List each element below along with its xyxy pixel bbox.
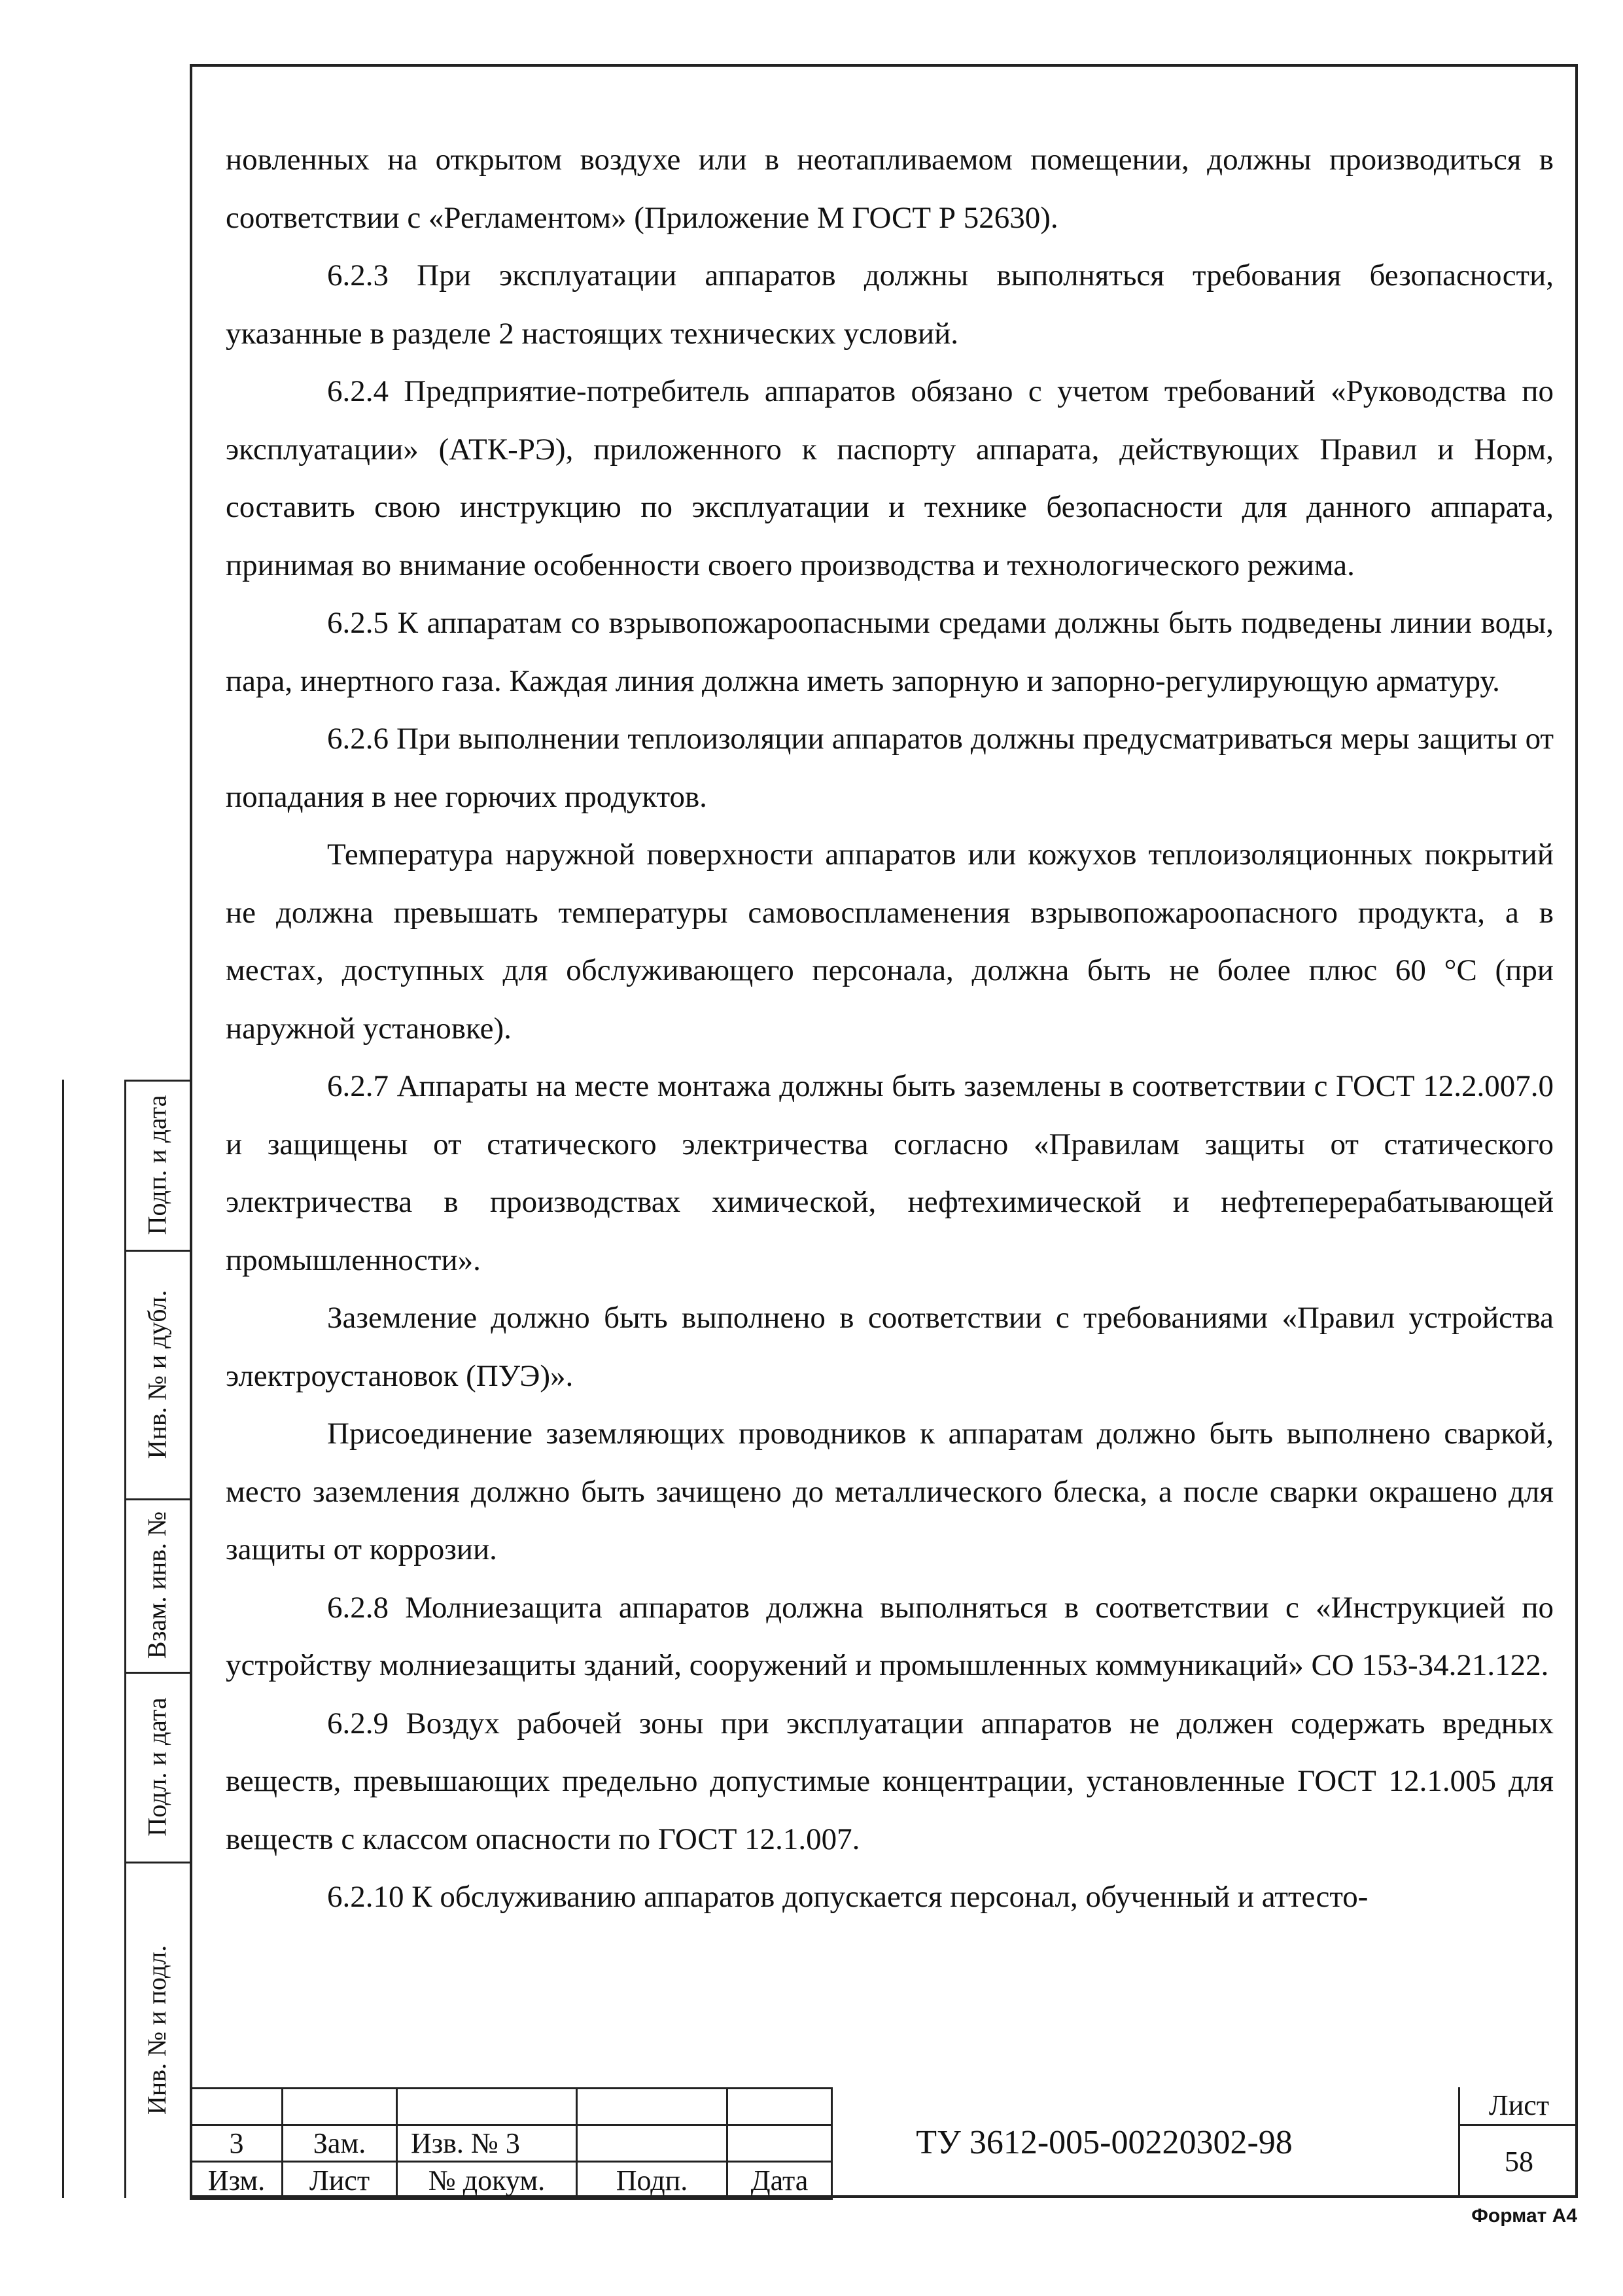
paragraph: 6.2.4 Предприятие-потребитель аппаратов обязано с учетом требований «Руководства по эксплуатации» (АТК-РЭ), приложенного к паспорту аппарата, действующих Правил и Норм, составить свою инструкцию по эксплуатации и технике безопасности для данного аппарата, принимая во внимание особенности своего производства и технологического режима. (226, 374, 1554, 582)
revision-header-row (191, 2162, 832, 2199)
sheet-label: Лист (1460, 2087, 1578, 2126)
paragraph: 6.2.5 К аппаратам со взрывопожароопасными средами должны быть подведены линии воды, пара, инертного газа. Каждая линия должна иметь запорную и запорно-регулирующую арматуру. (226, 606, 1554, 698)
header-date: Дата (727, 2162, 832, 2199)
header-sign: Подп. (577, 2162, 727, 2199)
rev-change: Зам. (283, 2125, 397, 2162)
header-doc-no: № докум. (397, 2162, 577, 2199)
paragraph: Присоединение заземляющих проводников к аппаратам должно быть выполнено сваркой, место заземления должно быть зачищено до металлического блеска, а после сварки окрашено для защиты от коррозии. (226, 1417, 1554, 1566)
paragraph: Заземление должно быть выполнено в соответствии с требованиями «Правил устройства электроустановок (ПУЭ)». (226, 1301, 1554, 1393)
side-label-sign-date: Подп. и дата (142, 1095, 172, 1235)
paragraph: 6.2.10 К обслуживанию аппаратов допускается персонал, обученный и аттесто- (327, 1880, 1369, 1914)
rev-sign (577, 2125, 727, 2162)
revision-row (191, 2125, 832, 2162)
paragraph: 6.2.7 Аппараты на месте монтажа должны быть заземлены в соответствии с ГОСТ 12.2.007.0 и защищены от статического электричества согласно «Правилам защиты от статического электричества в производствах химической, нефтехимической и нефтеперерабатывающей промышленности». (226, 1069, 1554, 1277)
side-label-inv-orig: Инв. № и подл. (142, 1945, 172, 2115)
revision-table (190, 2087, 833, 2200)
revision-empty-row (191, 2089, 832, 2125)
paragraph: Температура наружной поверхности аппаратов или кожухов теплоизоляционных покрытий не должна превышать температуры самовоспламенения взрывопожароопасного продукта, а в местах, доступных для обслуживающего персонала, должна быть не более плюс 60 °С (при наружной установке). (226, 838, 1554, 1046)
paragraph: 6.2.6 При выполнении теплоизоляции аппаратов должны предусматриваться меры защиты от попадания в нее горючих продуктов. (226, 722, 1554, 814)
side-label-orig-sign-date: Подл. и дата (142, 1697, 172, 1837)
paragraph: новленных на открытом воздухе или в неотапливаемом помещении, должны производиться в соответствии с «Регламентом» (Приложение М ГОСТ Р 52630). (226, 143, 1554, 235)
sheet-number: 58 (1505, 2146, 1533, 2178)
paragraph: 6.2.9 Воздух рабочей зоны при эксплуатации аппаратов не должен содержать вредных веществ, превышающих предельно допустимые концентрации, установленные ГОСТ 12.1.005 для веществ с классом опасности по ГОСТ 12.1.007. (226, 1706, 1554, 1856)
side-label-inv-dup: Инв. № и дубл. (142, 1290, 172, 1458)
side-stamp (62, 1080, 190, 2198)
title-block (190, 2087, 1578, 2198)
format-label: Формат А4 (1471, 2205, 1577, 2227)
sheet-box (1458, 2087, 1578, 2198)
header-change: Изм. (191, 2162, 283, 2199)
rev-date (727, 2125, 832, 2162)
rev-number: 3 (191, 2125, 283, 2162)
document-body (226, 131, 1554, 1926)
header-sheet: Лист (283, 2162, 397, 2199)
rev-notice: Изв. № 3 (397, 2125, 577, 2162)
side-stamp-outer-line (62, 1080, 64, 2198)
paragraph: 6.2.8 Молниезащита аппаратов должна выполняться в соответствии с «Инструкцией по устройству молниезащиты зданий, сооружений и промышленных коммуникаций» СО 153-34.21.122. (226, 1590, 1554, 1682)
paragraph: 6.2.3 При эксплуатации аппаратов должны выполняться требования безопасности, указанные в разделе 2 настоящих технических условий. (226, 258, 1554, 351)
side-label-replace-inv: Взам. инв. № (142, 1511, 172, 1659)
document-code: ТУ 3612-005-00220302-98 (831, 2087, 1376, 2198)
